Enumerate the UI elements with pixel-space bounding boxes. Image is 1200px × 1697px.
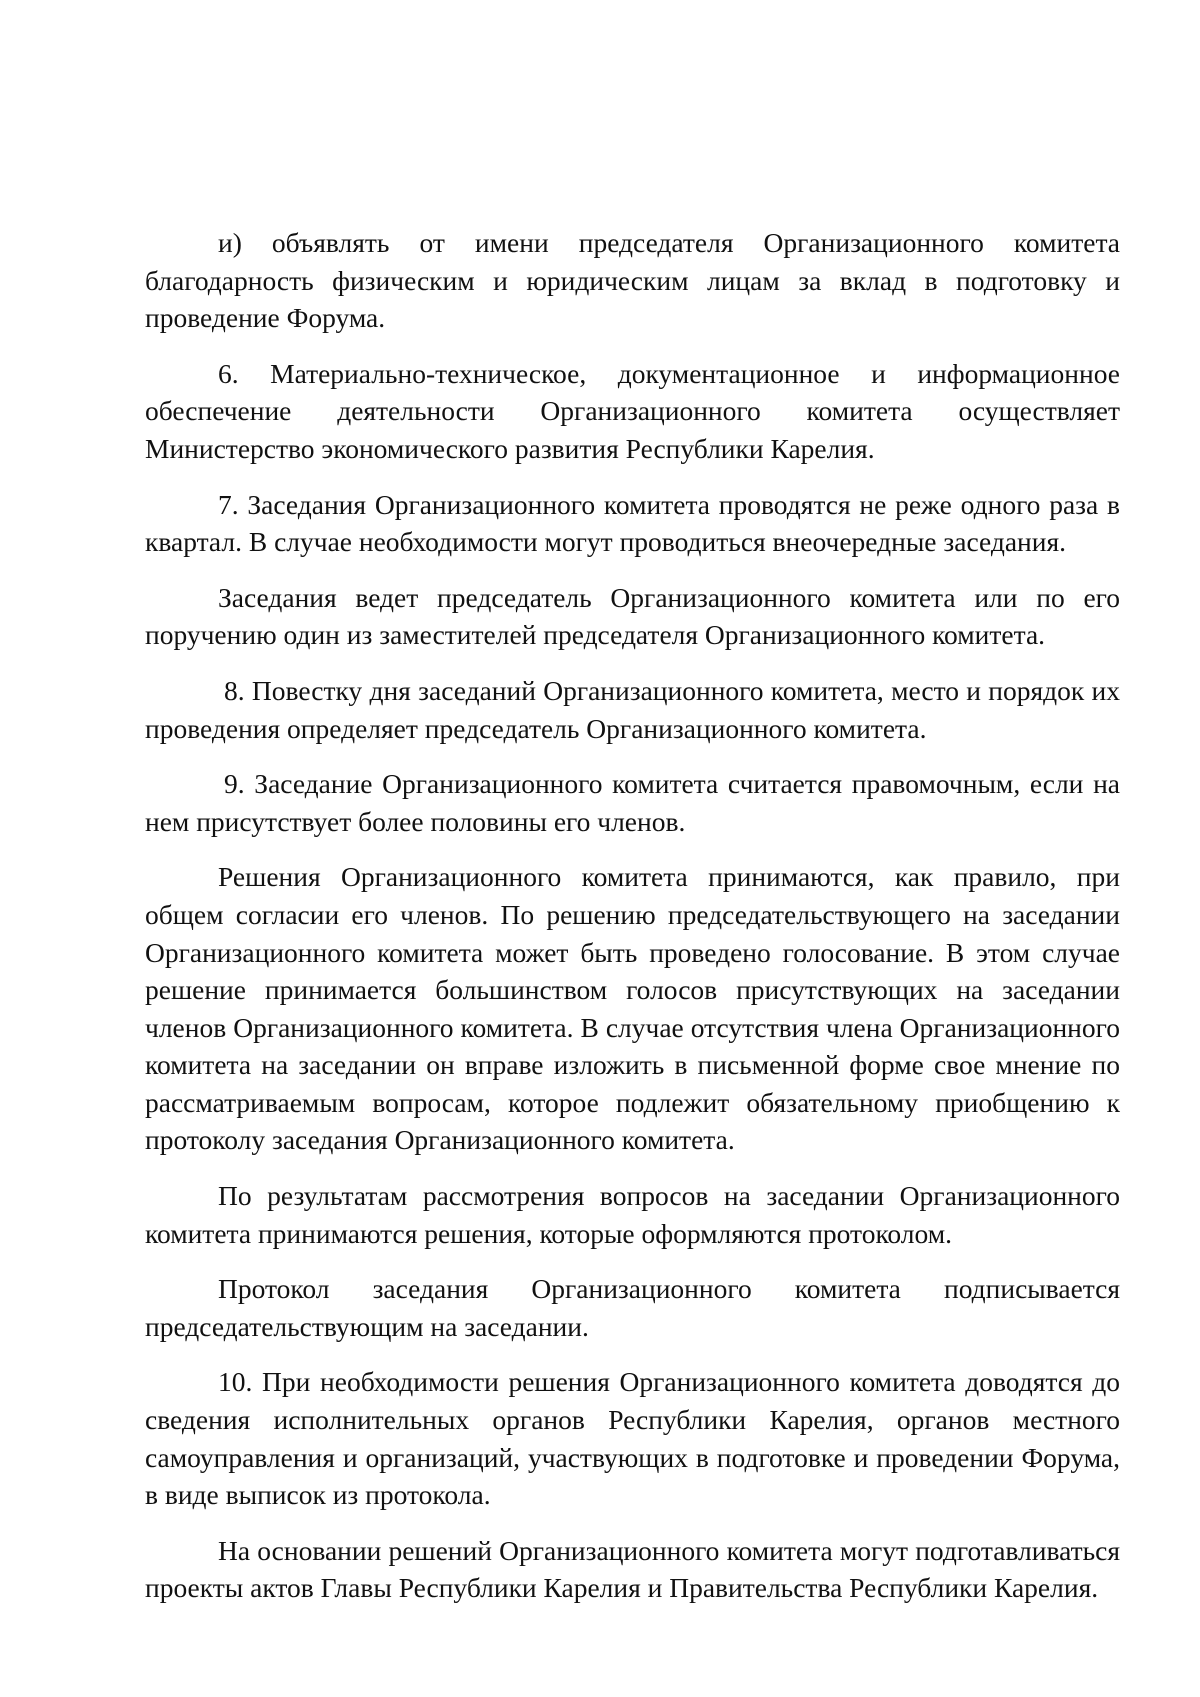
paragraph-7-meetings-chair: Заседания ведет председатель Организационного комитета или по его поручению один из заместителей председателя Организационного комитета. (145, 581, 1120, 651)
paragraph-10: 10. При необходимости решения Организационного комитета доводятся до сведения исполнительных органов Республики Карелия, органов местного самоуправления и организаций, участвующих в подготовке и проведении Форума, в виде выписок из протокола. (145, 1366, 1120, 1511)
document-body (145, 224, 1120, 1625)
paragraph-9-decisions: Решения Организационного комитета принимаются, как правило, при общем согласии его членов. По решению председательствующего на заседании Организационного комитета может быть проведено голосование. В этом случае решение принимается большинством голосов присутствующих на заседании членов Организационного комитета. В случае отсутствия члена Организационного комитета на заседании он вправе изложить в письменной форме свое мнение по рассматриваемым вопросам, которое подлежит обязательному приобщению к протоколу заседания Организационного комитета. (145, 861, 1120, 1156)
paragraph-9-protocol: Протокол заседания Организационного комитета подписывается председательствующим на заседании. (145, 1273, 1120, 1342)
paragraph-10-acts: На основании решений Организационного комитета могут подготавливаться проекты актов Главы Республики Карелия и Правительства Республики Карелия. (145, 1534, 1120, 1604)
paragraph-item-i: и) объявлять от имени председателя Организационного комитета благодарность физическим и юридическим лицам за вклад в подготовку и проведение Форума. (145, 227, 1120, 334)
paragraph-8: 8. Повестку дня заседаний Организационного комитета, место и порядок их проведения определяет председатель Организационного комитета. (145, 674, 1120, 744)
paragraph-7: 7. Заседания Организационного комитета проводятся не реже одного раза в квартал. В случае необходимости могут проводиться внеочередные заседания. (145, 488, 1120, 558)
paragraph-9-results: По результатам рассмотрения вопросов на заседании Организационного комитета принимаются решения, которые оформляются протоколом. (145, 1180, 1120, 1249)
paragraph-6: 6. Материально-техническое, документационное и информационное обеспечение деятельности Организационного комитета осуществляет Министерство экономического развития Республики Карелия. (145, 357, 1120, 464)
paragraph-9: 9. Заседание Организационного комитета считается правомочным, если на нем присутствует более половины его членов. (145, 768, 1120, 837)
